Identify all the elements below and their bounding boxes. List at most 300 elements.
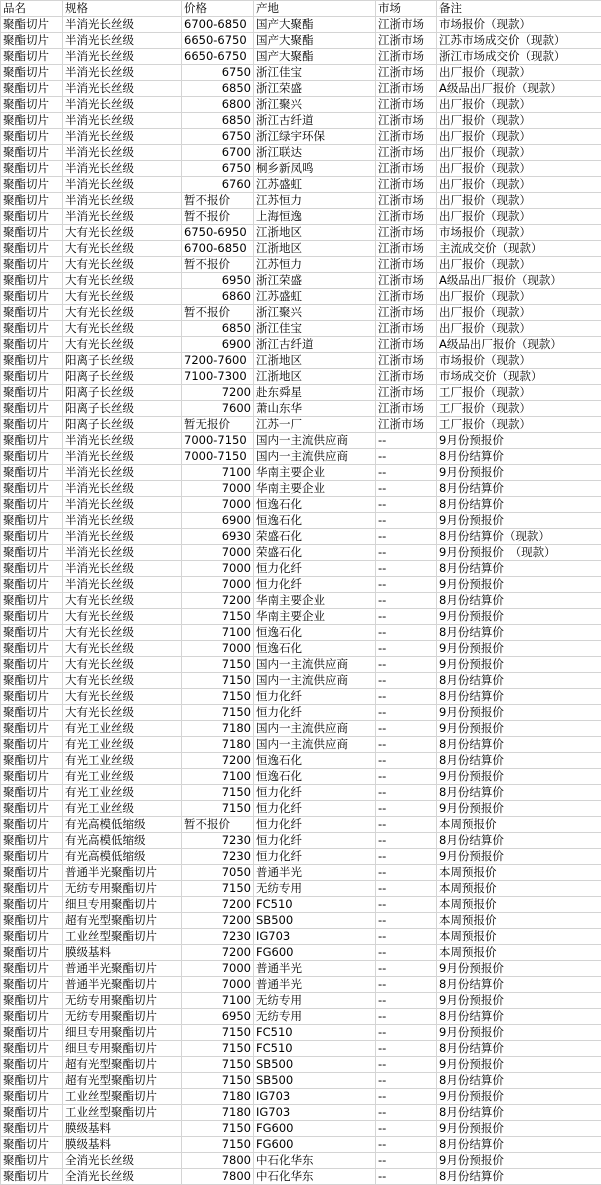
product-name-cell: 聚酯切片 xyxy=(1,417,63,433)
origin-cell: 浙江荣盛 xyxy=(254,273,376,289)
spec-cell: 半消光长丝级 xyxy=(63,65,182,81)
spec-cell: 阳离子长丝级 xyxy=(63,417,182,433)
remark-cell: 市场报价（现款） xyxy=(437,353,601,369)
market-cell: -- xyxy=(376,1073,437,1089)
price-cell: 6650-6750 xyxy=(182,49,254,65)
price-cell: 7000 xyxy=(182,961,254,977)
price-cell: 7150 xyxy=(182,705,254,721)
remark-cell: 工厂报价（现款） xyxy=(437,401,601,417)
spec-cell: 半消光长丝级 xyxy=(63,209,182,225)
table-row xyxy=(1,161,601,177)
product-name-cell: 聚酯切片 xyxy=(1,113,63,129)
price-cell: 7000 xyxy=(182,481,254,497)
spec-cell: 半消光长丝级 xyxy=(63,97,182,113)
table-row xyxy=(1,257,601,273)
product-name-cell: 聚酯切片 xyxy=(1,481,63,497)
remark-cell: 9月份预报价 xyxy=(437,1089,601,1105)
table-row xyxy=(1,353,601,369)
table-row xyxy=(1,433,601,449)
spec-cell: 无纺专用聚酯切片 xyxy=(63,993,182,1009)
remark-cell: 工厂报价（现款） xyxy=(437,385,601,401)
origin-cell: 恒逸石化 xyxy=(254,769,376,785)
spec-cell: 大有光长丝级 xyxy=(63,273,182,289)
price-cell: 7150 xyxy=(182,1137,254,1153)
header-market: 市场 xyxy=(376,1,437,17)
market-cell: 江浙市场 xyxy=(376,417,437,433)
origin-cell: 国内一主流供应商 xyxy=(254,449,376,465)
market-cell: 江浙市场 xyxy=(376,401,437,417)
remark-cell: 8月份结算价 xyxy=(437,1009,601,1025)
origin-cell: 萧山东华 xyxy=(254,401,376,417)
table-row xyxy=(1,145,601,161)
origin-cell: 赴东舜星 xyxy=(254,385,376,401)
table-row xyxy=(1,561,601,577)
market-cell: -- xyxy=(376,881,437,897)
remark-cell: 本周预报价 xyxy=(437,945,601,961)
spec-cell: 细旦专用聚酯切片 xyxy=(63,897,182,913)
remark-cell: 出厂报价（现款） xyxy=(437,305,601,321)
product-name-cell: 聚酯切片 xyxy=(1,833,63,849)
product-name-cell: 聚酯切片 xyxy=(1,129,63,145)
price-cell: 暂不报价 xyxy=(182,817,254,833)
table-row xyxy=(1,961,601,977)
remark-cell: 8月份结算价 xyxy=(437,1041,601,1057)
origin-cell: 华南主要企业 xyxy=(254,609,376,625)
market-cell: 江浙市场 xyxy=(376,257,437,273)
spec-cell: 半消光长丝级 xyxy=(63,497,182,513)
origin-cell: 荣盛石化 xyxy=(254,529,376,545)
spec-cell: 工业丝型聚酯切片 xyxy=(63,1105,182,1121)
product-name-cell: 聚酯切片 xyxy=(1,865,63,881)
price-cell: 6900 xyxy=(182,513,254,529)
product-name-cell: 聚酯切片 xyxy=(1,241,63,257)
market-cell: -- xyxy=(376,1121,437,1137)
origin-cell: 恒逸石化 xyxy=(254,625,376,641)
remark-cell: 本周预报价 xyxy=(437,865,601,881)
table-row xyxy=(1,449,601,465)
origin-cell: 华南主要企业 xyxy=(254,465,376,481)
product-name-cell: 聚酯切片 xyxy=(1,961,63,977)
price-cell: 7150 xyxy=(182,1121,254,1137)
price-cell: 7800 xyxy=(182,1153,254,1169)
origin-cell: 华南主要企业 xyxy=(254,593,376,609)
price-cell: 7050 xyxy=(182,865,254,881)
price-cell: 7800 xyxy=(182,1169,254,1185)
price-cell: 7000 xyxy=(182,977,254,993)
header-remark: 备注 xyxy=(437,1,601,17)
spec-cell: 半消光长丝级 xyxy=(63,49,182,65)
table-row xyxy=(1,545,601,561)
product-name-cell: 聚酯切片 xyxy=(1,17,63,33)
product-name-cell: 聚酯切片 xyxy=(1,913,63,929)
table-row xyxy=(1,17,601,33)
price-cell: 6930 xyxy=(182,529,254,545)
origin-cell: 恒力化纤 xyxy=(254,817,376,833)
spec-cell: 阳离子长丝级 xyxy=(63,369,182,385)
market-cell: 江浙市场 xyxy=(376,129,437,145)
market-cell: 江浙市场 xyxy=(376,305,437,321)
market-cell: -- xyxy=(376,833,437,849)
price-cell: 7200 xyxy=(182,913,254,929)
spec-cell: 全消光长丝级 xyxy=(63,1169,182,1185)
table-row xyxy=(1,113,601,129)
remark-cell: 本周预报价 xyxy=(437,913,601,929)
price-cell: 7100 xyxy=(182,993,254,1009)
remark-cell: 9月份预报价 xyxy=(437,1153,601,1169)
origin-cell: 中石化华东 xyxy=(254,1169,376,1185)
market-cell: -- xyxy=(376,689,437,705)
table-row xyxy=(1,753,601,769)
spec-cell: 大有光长丝级 xyxy=(63,705,182,721)
remark-cell: 出厂报价（现款） xyxy=(437,129,601,145)
spec-cell: 超有光型聚酯切片 xyxy=(63,1057,182,1073)
remark-cell: 出厂报价（现款） xyxy=(437,289,601,305)
remark-cell: 8月份结算价 xyxy=(437,785,601,801)
remark-cell: 市场报价（现款） xyxy=(437,17,601,33)
table-row xyxy=(1,33,601,49)
price-cell: 7000-7150 xyxy=(182,433,254,449)
origin-cell: IG703 xyxy=(254,1089,376,1105)
table-row xyxy=(1,833,601,849)
price-cell: 6950 xyxy=(182,1009,254,1025)
spec-cell: 大有光长丝级 xyxy=(63,641,182,657)
price-cell: 7200 xyxy=(182,753,254,769)
spec-cell: 普通半光聚酯切片 xyxy=(63,865,182,881)
table-row xyxy=(1,897,601,913)
product-name-cell: 聚酯切片 xyxy=(1,193,63,209)
product-name-cell: 聚酯切片 xyxy=(1,977,63,993)
price-cell: 7000 xyxy=(182,545,254,561)
product-name-cell: 聚酯切片 xyxy=(1,593,63,609)
remark-cell: 8月份结算价（现款） xyxy=(437,529,601,545)
origin-cell: 恒力化纤 xyxy=(254,785,376,801)
remark-cell: A级品出厂报价（现款） xyxy=(437,273,601,289)
market-cell: -- xyxy=(376,465,437,481)
market-cell: -- xyxy=(376,865,437,881)
market-cell: 江浙市场 xyxy=(376,97,437,113)
table-row xyxy=(1,577,601,593)
remark-cell: 9月份预报价 xyxy=(437,801,601,817)
remark-cell: 9月份预报价 xyxy=(437,465,601,481)
header-row xyxy=(1,1,601,17)
product-name-cell: 聚酯切片 xyxy=(1,65,63,81)
price-cell: 7000-7150 xyxy=(182,449,254,465)
market-cell: -- xyxy=(376,673,437,689)
market-cell: -- xyxy=(376,945,437,961)
spec-cell: 半消光长丝级 xyxy=(63,545,182,561)
remark-cell: 江苏市场成交价（现款） xyxy=(437,33,601,49)
spec-cell: 有光工业丝级 xyxy=(63,737,182,753)
market-cell: -- xyxy=(376,705,437,721)
price-cell: 7150 xyxy=(182,1073,254,1089)
price-cell: 6750-6950 xyxy=(182,225,254,241)
table-row xyxy=(1,401,601,417)
spec-cell: 大有光长丝级 xyxy=(63,673,182,689)
table-row xyxy=(1,673,601,689)
market-cell: 江浙市场 xyxy=(376,385,437,401)
price-cell: 7100 xyxy=(182,625,254,641)
table-row xyxy=(1,785,601,801)
origin-cell: SB500 xyxy=(254,1057,376,1073)
product-name-cell: 聚酯切片 xyxy=(1,1025,63,1041)
price-cell: 6760 xyxy=(182,177,254,193)
origin-cell: 恒逸石化 xyxy=(254,497,376,513)
product-name-cell: 聚酯切片 xyxy=(1,673,63,689)
price-cell: 7600 xyxy=(182,401,254,417)
origin-cell: 江浙地区 xyxy=(254,241,376,257)
table-row xyxy=(1,49,601,65)
table-row xyxy=(1,849,601,865)
origin-cell: FC510 xyxy=(254,1025,376,1041)
price-cell: 7150 xyxy=(182,1025,254,1041)
remark-cell: 本周预报价 xyxy=(437,929,601,945)
product-name-cell: 聚酯切片 xyxy=(1,177,63,193)
origin-cell: 江浙地区 xyxy=(254,369,376,385)
origin-cell: 普通半光 xyxy=(254,977,376,993)
table-row xyxy=(1,1073,601,1089)
table-row xyxy=(1,625,601,641)
price-cell: 7200 xyxy=(182,385,254,401)
product-name-cell: 聚酯切片 xyxy=(1,993,63,1009)
price-cell: 7150 xyxy=(182,673,254,689)
price-cell: 7100-7300 xyxy=(182,369,254,385)
price-cell: 6850 xyxy=(182,321,254,337)
remark-cell: 9月份预报价 xyxy=(437,705,601,721)
spec-cell: 半消光长丝级 xyxy=(63,465,182,481)
market-cell: -- xyxy=(376,529,437,545)
table-row xyxy=(1,497,601,513)
table-row xyxy=(1,241,601,257)
remark-cell: 本周预报价 xyxy=(437,881,601,897)
product-name-cell: 聚酯切片 xyxy=(1,561,63,577)
origin-cell: 恒力化纤 xyxy=(254,833,376,849)
product-name-cell: 聚酯切片 xyxy=(1,225,63,241)
market-cell: -- xyxy=(376,977,437,993)
price-cell: 暂不报价 xyxy=(182,305,254,321)
remark-cell: 9月份预报价 xyxy=(437,1121,601,1137)
spec-cell: 大有光长丝级 xyxy=(63,257,182,273)
price-cell: 暂不报价 xyxy=(182,209,254,225)
spec-cell: 工业丝型聚酯切片 xyxy=(63,1089,182,1105)
origin-cell: 恒力化纤 xyxy=(254,561,376,577)
product-name-cell: 聚酯切片 xyxy=(1,577,63,593)
remark-cell: 8月份结算价 xyxy=(437,449,601,465)
product-name-cell: 聚酯切片 xyxy=(1,289,63,305)
price-cell: 7150 xyxy=(182,785,254,801)
remark-cell: 市场成交价（现款） xyxy=(437,369,601,385)
spec-cell: 无纺专用聚酯切片 xyxy=(63,881,182,897)
spec-cell: 有光高模低缩级 xyxy=(63,833,182,849)
table-row xyxy=(1,385,601,401)
table-row xyxy=(1,81,601,97)
remark-cell: 本周预报价 xyxy=(437,817,601,833)
table-header xyxy=(1,1,601,17)
remark-cell: 工厂报价（现款） xyxy=(437,417,601,433)
market-cell: 江浙市场 xyxy=(376,177,437,193)
product-name-cell: 聚酯切片 xyxy=(1,689,63,705)
market-cell: -- xyxy=(376,721,437,737)
remark-cell: 8月份结算价 xyxy=(437,1073,601,1089)
product-name-cell: 聚酯切片 xyxy=(1,705,63,721)
table-row xyxy=(1,1057,601,1073)
product-name-cell: 聚酯切片 xyxy=(1,881,63,897)
remark-cell: 8月份结算价 xyxy=(437,1137,601,1153)
origin-cell: 浙江联达 xyxy=(254,145,376,161)
market-cell: -- xyxy=(376,625,437,641)
remark-cell: 出厂报价（现款） xyxy=(437,321,601,337)
market-cell: 江浙市场 xyxy=(376,33,437,49)
remark-cell: 8月份结算价 xyxy=(437,625,601,641)
origin-cell: 无纺专用 xyxy=(254,881,376,897)
product-name-cell: 聚酯切片 xyxy=(1,321,63,337)
table-row xyxy=(1,417,601,433)
spec-cell: 超有光型聚酯切片 xyxy=(63,1073,182,1089)
origin-cell: IG703 xyxy=(254,1105,376,1121)
remark-cell: 出厂报价（现款） xyxy=(437,113,601,129)
product-name-cell: 聚酯切片 xyxy=(1,1009,63,1025)
spec-cell: 大有光长丝级 xyxy=(63,337,182,353)
remark-cell: 9月份预报价 xyxy=(437,657,601,673)
product-name-cell: 聚酯切片 xyxy=(1,929,63,945)
market-cell: -- xyxy=(376,497,437,513)
spec-cell: 半消光长丝级 xyxy=(63,433,182,449)
remark-cell: 9月份预报价 xyxy=(437,1057,601,1073)
market-cell: -- xyxy=(376,753,437,769)
market-cell: 江浙市场 xyxy=(376,49,437,65)
spec-cell: 大有光长丝级 xyxy=(63,305,182,321)
origin-cell: 江苏恒力 xyxy=(254,257,376,273)
table-row xyxy=(1,977,601,993)
spec-cell: 大有光长丝级 xyxy=(63,225,182,241)
product-name-cell: 聚酯切片 xyxy=(1,1121,63,1137)
remark-cell: 9月份预报价 xyxy=(437,609,601,625)
table-row xyxy=(1,513,601,529)
header-price: 价格 xyxy=(182,1,254,17)
market-cell: -- xyxy=(376,609,437,625)
market-cell: -- xyxy=(376,1137,437,1153)
origin-cell: 江苏盛虹 xyxy=(254,177,376,193)
product-name-cell: 聚酯切片 xyxy=(1,497,63,513)
origin-cell: 恒力化纤 xyxy=(254,577,376,593)
table-row xyxy=(1,737,601,753)
remark-cell: A级品出厂报价（现款） xyxy=(437,337,601,353)
origin-cell: 普通半光 xyxy=(254,865,376,881)
market-cell: -- xyxy=(376,1153,437,1169)
origin-cell: 恒逸石化 xyxy=(254,641,376,657)
remark-cell: 浙江市场成交价（现款） xyxy=(437,49,601,65)
market-cell: -- xyxy=(376,1041,437,1057)
price-cell: 7000 xyxy=(182,641,254,657)
header-product-name: 品名 xyxy=(1,1,63,17)
price-cell: 7180 xyxy=(182,1105,254,1121)
table-row xyxy=(1,657,601,673)
market-cell: 江浙市场 xyxy=(376,273,437,289)
price-cell: 7200-7600 xyxy=(182,353,254,369)
price-cell: 6700 xyxy=(182,145,254,161)
remark-cell: 8月份结算价 xyxy=(437,561,601,577)
price-cell: 7100 xyxy=(182,769,254,785)
spec-cell: 细旦专用聚酯切片 xyxy=(63,1041,182,1057)
product-name-cell: 聚酯切片 xyxy=(1,305,63,321)
spec-cell: 大有光长丝级 xyxy=(63,321,182,337)
spec-cell: 大有光长丝级 xyxy=(63,593,182,609)
remark-cell: 9月份预报价 （现款） xyxy=(437,545,601,561)
spec-cell: 大有光长丝级 xyxy=(63,241,182,257)
remark-cell: 8月份结算价 xyxy=(437,833,601,849)
market-cell: 江浙市场 xyxy=(376,353,437,369)
market-cell: -- xyxy=(376,897,437,913)
product-name-cell: 聚酯切片 xyxy=(1,433,63,449)
remark-cell: 主流成交价（现款） xyxy=(437,241,601,257)
market-cell: -- xyxy=(376,481,437,497)
spec-cell: 半消光长丝级 xyxy=(63,129,182,145)
origin-cell: 恒逸石化 xyxy=(254,513,376,529)
product-name-cell: 聚酯切片 xyxy=(1,81,63,97)
origin-cell: 桐乡新凤鸣 xyxy=(254,161,376,177)
market-cell: -- xyxy=(376,769,437,785)
market-cell: -- xyxy=(376,1025,437,1041)
market-cell: -- xyxy=(376,801,437,817)
table-row xyxy=(1,1137,601,1153)
market-cell: -- xyxy=(376,817,437,833)
table-row xyxy=(1,193,601,209)
table-row xyxy=(1,817,601,833)
price-cell: 7000 xyxy=(182,561,254,577)
product-name-cell: 聚酯切片 xyxy=(1,1105,63,1121)
price-cell: 6800 xyxy=(182,97,254,113)
remark-cell: 8月份结算价 xyxy=(437,593,601,609)
origin-cell: 恒力化纤 xyxy=(254,705,376,721)
product-name-cell: 聚酯切片 xyxy=(1,817,63,833)
product-name-cell: 聚酯切片 xyxy=(1,545,63,561)
header-spec: 规格 xyxy=(63,1,182,17)
spec-cell: 有光高模低缩级 xyxy=(63,817,182,833)
price-cell: 6750 xyxy=(182,129,254,145)
market-cell: 江浙市场 xyxy=(376,321,437,337)
spec-cell: 大有光长丝级 xyxy=(63,609,182,625)
origin-cell: 浙江荣盛 xyxy=(254,81,376,97)
market-cell: -- xyxy=(376,737,437,753)
product-name-cell: 聚酯切片 xyxy=(1,257,63,273)
product-name-cell: 聚酯切片 xyxy=(1,1073,63,1089)
remark-cell: A级品出厂报价（现款） xyxy=(437,81,601,97)
market-cell: -- xyxy=(376,593,437,609)
origin-cell: 江苏恒力 xyxy=(254,193,376,209)
market-cell: 江浙市场 xyxy=(376,369,437,385)
origin-cell: 国内一主流供应商 xyxy=(254,657,376,673)
origin-cell: 国产大聚酯 xyxy=(254,17,376,33)
price-cell: 7150 xyxy=(182,801,254,817)
product-name-cell: 聚酯切片 xyxy=(1,801,63,817)
table-row xyxy=(1,481,601,497)
table-row xyxy=(1,1041,601,1057)
product-name-cell: 聚酯切片 xyxy=(1,1057,63,1073)
market-cell: -- xyxy=(376,1057,437,1073)
remark-cell: 出厂报价（现款） xyxy=(437,209,601,225)
product-name-cell: 聚酯切片 xyxy=(1,209,63,225)
spec-cell: 膜级基料 xyxy=(63,1121,182,1137)
table-row xyxy=(1,529,601,545)
product-name-cell: 聚酯切片 xyxy=(1,625,63,641)
market-cell: -- xyxy=(376,577,437,593)
spec-cell: 膜级基料 xyxy=(63,1137,182,1153)
remark-cell: 9月份预报价 xyxy=(437,513,601,529)
product-name-cell: 聚酯切片 xyxy=(1,161,63,177)
product-name-cell: 聚酯切片 xyxy=(1,897,63,913)
market-cell: -- xyxy=(376,785,437,801)
spec-cell: 阳离子长丝级 xyxy=(63,385,182,401)
product-name-cell: 聚酯切片 xyxy=(1,369,63,385)
